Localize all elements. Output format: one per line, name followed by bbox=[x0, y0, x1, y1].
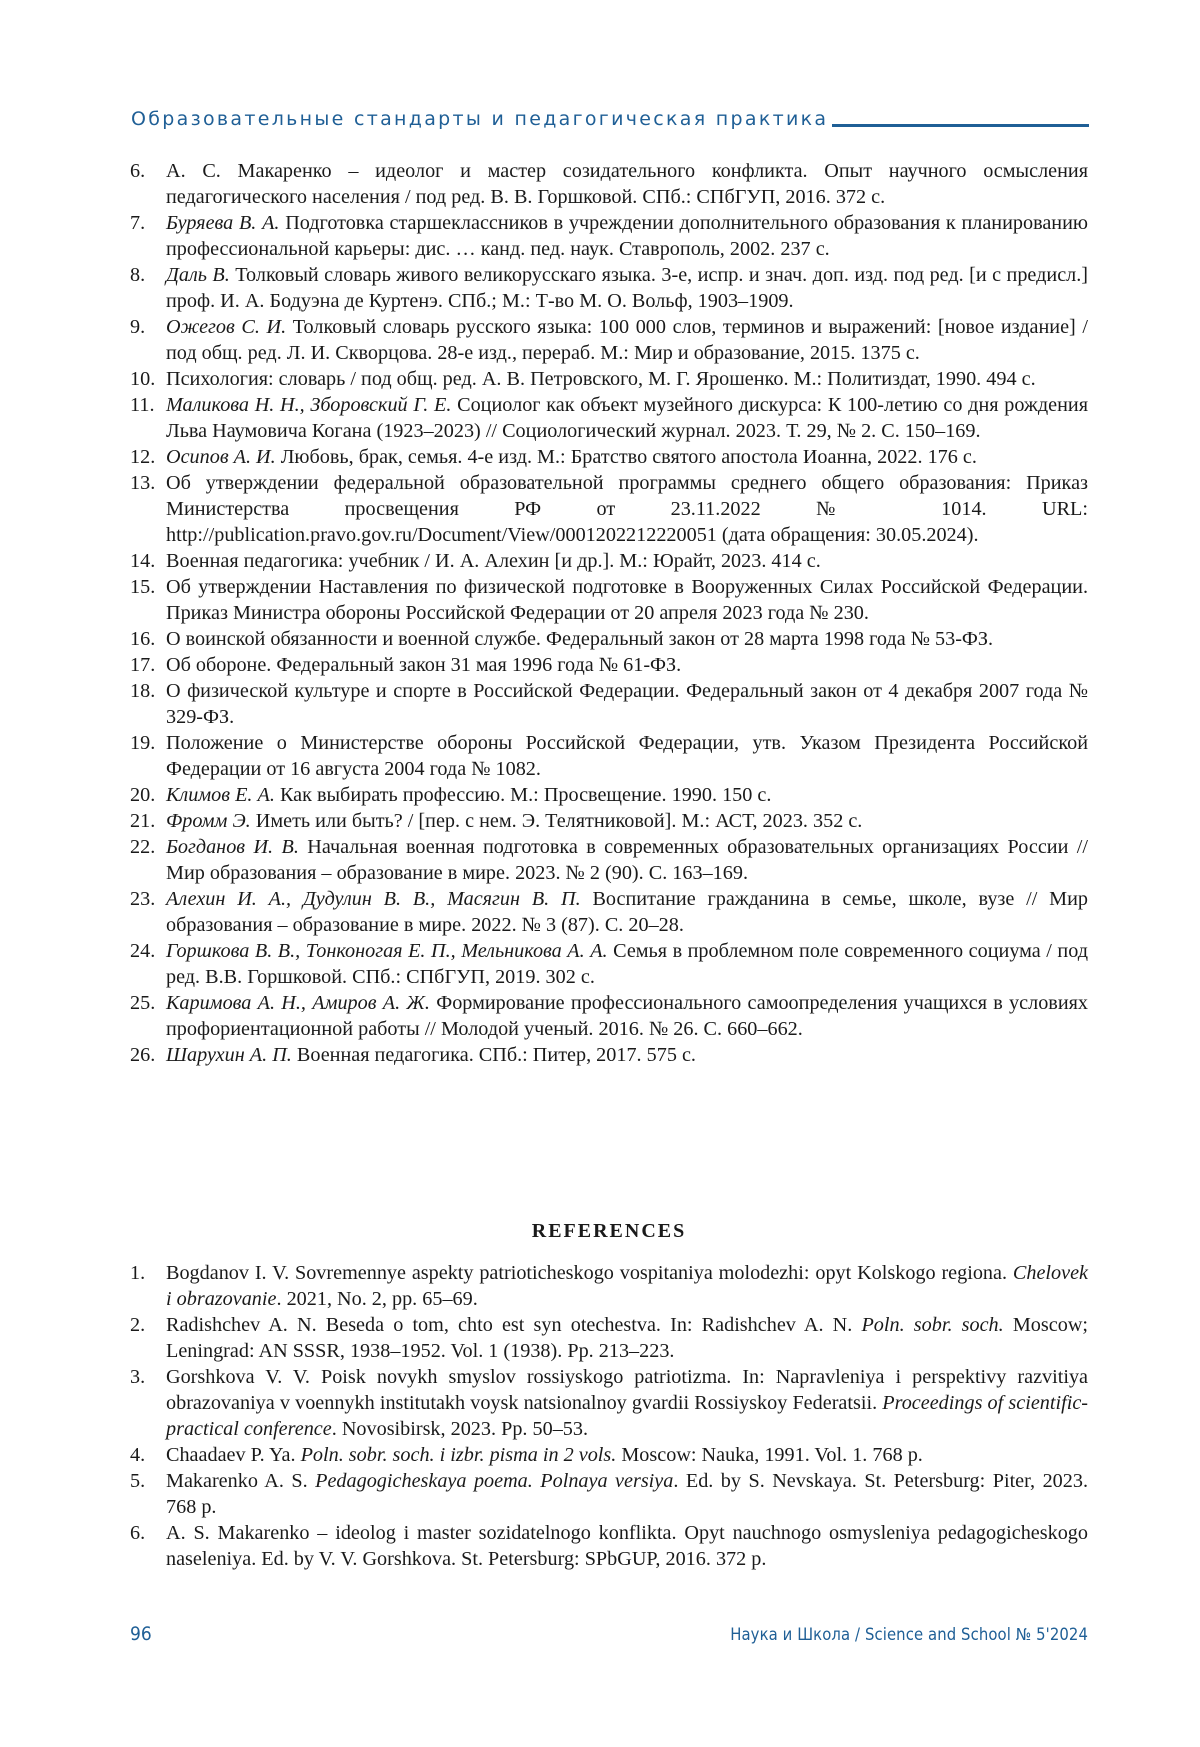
reference-item bbox=[130, 314, 1088, 366]
reference-author: Фромм Э. bbox=[166, 810, 251, 832]
reference-author: Богданов И. В. bbox=[166, 836, 299, 858]
reference-number: 25. bbox=[130, 992, 156, 1014]
reference-item bbox=[130, 730, 1088, 782]
reference-number: 18. bbox=[130, 680, 156, 702]
reference-text: Подготовка старшеклассников в учреждении дополнительного образования к планированию профессиональной карьеры: дис. … канд. пед. наук. Ставрополь, 2002. 237 с. bbox=[166, 212, 1088, 260]
reference-text: Об утверждении федеральной образовательной программы среднего общего образования: Приказ Министерства просвещения РФ от 23.11.2022 № 1014. URL: http://publication.pravo.gov.ru/Document/View/0001202212220051 (дата обращения: 30.05.2024). bbox=[166, 472, 1088, 546]
reference-number: 16. bbox=[130, 628, 156, 650]
reference-text: . Novosibirsk, 2023. Pp. 50–53. bbox=[331, 1418, 589, 1440]
reference-item bbox=[130, 1468, 1088, 1520]
reference-item bbox=[130, 392, 1088, 444]
reference-text: О физической культуре и спорте в Российской Федерации. Федеральный закон от 4 декабря 2007 года № 329-ФЗ. bbox=[166, 680, 1088, 728]
reference-author: Даль В. bbox=[166, 264, 230, 286]
reference-item bbox=[130, 1364, 1088, 1442]
reference-item bbox=[130, 1312, 1088, 1364]
reference-list-ru bbox=[130, 158, 1088, 1068]
reference-item bbox=[130, 886, 1088, 938]
reference-source-title: Proceedings of scientific-practical conference bbox=[166, 1392, 1088, 1440]
reference-text: Семья в проблемном поле современного социума / под ред. В.В. Горшковой. СПб.: СПбГУП, 2019. 302 с. bbox=[166, 940, 1089, 988]
reference-number: 20. bbox=[130, 784, 156, 806]
reference-author: Маликова Н. Н., Зборовский Г. Е. bbox=[166, 394, 452, 416]
reference-author: Ожегов С. И. bbox=[166, 316, 287, 338]
reference-text: Radishchev A. N. Beseda o tom, chto est syn otechestva. In: Radishchev A. N. bbox=[166, 1314, 853, 1336]
reference-number: 4. bbox=[130, 1444, 146, 1466]
reference-item bbox=[130, 548, 1088, 574]
reference-author: Шарухин А. П. bbox=[166, 1044, 292, 1066]
reference-number: 10. bbox=[130, 368, 156, 390]
reference-list-en bbox=[130, 1260, 1088, 1572]
reference-text: Об обороне. Федеральный закон 31 мая 1996 года № 61-ФЗ. bbox=[166, 654, 682, 676]
reference-number: 3. bbox=[130, 1366, 146, 1388]
reference-number: 9. bbox=[130, 316, 146, 338]
reference-number: 19. bbox=[130, 732, 156, 754]
reference-number: 11. bbox=[130, 394, 155, 416]
reference-number: 7. bbox=[130, 212, 146, 234]
reference-text: Как выбирать профессию. М.: Просвещение. 1990. 150 с. bbox=[279, 784, 772, 806]
reference-item bbox=[130, 782, 1088, 808]
running-head bbox=[131, 104, 1089, 130]
reference-text: Психология: словарь / под общ. ред. А. В. Петровского, М. Г. Ярошенко. М.: Политиздат, 1990. 494 с. bbox=[166, 368, 1036, 390]
reference-text: Moscow; Leningrad: AN SSSR, 1938–1952. Vol. 1 (1938). Pp. 213–223. bbox=[166, 1314, 1089, 1362]
reference-item bbox=[130, 1260, 1088, 1312]
reference-number: 6. bbox=[130, 1522, 146, 1544]
reference-text: Воспитание гражданина в семье, школе, вузе // Мир образования – образование в мире. 2022. № 3 (87). С. 20–28. bbox=[166, 888, 1089, 936]
reference-author: Каримова А. Н., Амиров А. Ж. bbox=[166, 992, 430, 1014]
reference-author: Алехин И. А., Дудулин В. В., Масягин В. П. bbox=[166, 888, 581, 910]
reference-text: Толковый словарь русского языка: 100 000 слов, терминов и выражений: [новое издание] / под общ. ред. Л. И. Скворцова. 28-е изд., перераб. М.: Мир и образование, 2015. 1375 с. bbox=[166, 316, 1088, 364]
reference-text: Об утверждении Наставления по физической подготовке в Вооруженных Силах Российской Федерации. Приказ Министра обороны Российской Федерации от 20 апреля 2023 года № 230. bbox=[166, 576, 1088, 624]
reference-author: Горшкова В. В., Тонконогая Е. П., Мельникова А. А. bbox=[166, 940, 608, 962]
reference-number: 1. bbox=[130, 1262, 146, 1284]
reference-text: . 2021, No. 2, pp. 65–69. bbox=[276, 1288, 478, 1310]
reference-author: Осипов А. И. bbox=[166, 446, 276, 468]
reference-text: Иметь или быть? / [пер. с нем. Э. Телятниковой]. М.: АСТ, 2023. 352 с. bbox=[255, 810, 863, 832]
reference-item bbox=[130, 808, 1088, 834]
footer-journal-title: Наука и Школа / Science and School № 5'2024 bbox=[730, 1625, 1088, 1644]
reference-number: 26. bbox=[130, 1044, 156, 1066]
reference-number: 2. bbox=[130, 1314, 146, 1336]
reference-item bbox=[130, 574, 1088, 626]
reference-text: А. С. Макаренко – идеолог и мастер созидательного конфликта. Опыт научного осмысления педагогического населения / под ред. В. В. Горшковой. СПб.: СПбГУП, 2016. 372 с. bbox=[166, 160, 1088, 208]
reference-author: Буряева В. А. bbox=[166, 212, 280, 234]
reference-number: 22. bbox=[130, 836, 156, 858]
reference-item bbox=[130, 1042, 1088, 1068]
reference-item bbox=[130, 1520, 1088, 1572]
reference-number: 24. bbox=[130, 940, 156, 962]
reference-item bbox=[130, 470, 1088, 548]
reference-number: 6. bbox=[130, 160, 146, 182]
reference-text: Makarenko A. S. bbox=[166, 1470, 308, 1492]
reference-text: Начальная военная подготовка в современных образовательных организациях России // Мир образования – образование в мире. 2023. № 2 (90). С. 163–169. bbox=[166, 836, 1089, 884]
reference-item bbox=[130, 158, 1088, 210]
reference-text: Формирование профессионального самоопределения учащихся в условиях профориентационной работы // Молодой ученый. 2016. № 26. С. 660–662. bbox=[166, 992, 1088, 1040]
reference-source-title: Pedagogicheskaya poema. Polnaya versiya bbox=[315, 1470, 674, 1492]
reference-item bbox=[130, 626, 1088, 652]
reference-number: 15. bbox=[130, 576, 156, 598]
reference-text: О воинской обязанности и военной службе. Федеральный закон от 28 марта 1998 года № 53-ФЗ. bbox=[166, 628, 994, 650]
reference-item bbox=[130, 990, 1088, 1042]
reference-item bbox=[130, 938, 1088, 990]
reference-text: Gorshkova V. V. Poisk novykh smyslov rossiyskogo patriotizma. In: Napravleniya i perspektivy razvitiya obrazovaniya v voennykh institutakh voysk natsionalnoy gvardii Rossiyskoy Federatsii. bbox=[166, 1366, 1088, 1414]
reference-item bbox=[130, 444, 1088, 470]
reference-item bbox=[130, 834, 1088, 886]
reference-text: Bogdanov I. V. Sovremennye aspekty patrioticheskogo vospitaniya molodezhi: opyt Kolskogo regiona. bbox=[166, 1262, 1008, 1284]
reference-item bbox=[130, 652, 1088, 678]
reference-number: 21. bbox=[130, 810, 156, 832]
reference-number: 13. bbox=[130, 472, 156, 494]
reference-source-title: Poln. sobr. soch. i izbr. pisma in 2 vols. bbox=[300, 1444, 617, 1466]
reference-source-title: Poln. sobr. soch. bbox=[861, 1314, 1004, 1336]
reference-number: 5. bbox=[130, 1470, 146, 1492]
reference-item bbox=[130, 1442, 1088, 1468]
reference-number: 8. bbox=[130, 264, 146, 286]
page-footer bbox=[130, 1623, 1088, 1647]
header-rule bbox=[832, 124, 1089, 127]
reference-number: 14. bbox=[130, 550, 156, 572]
reference-text: Положение о Министерстве обороны Российской Федерации, утв. Указом Президента Российской Федерации от 16 августа 2004 года № 1082. bbox=[166, 732, 1088, 780]
reference-text: Любовь, брак, семья. 4-е изд. М.: Братство святого апостола Иоанна, 2022. 176 с. bbox=[280, 446, 977, 468]
reference-item bbox=[130, 678, 1088, 730]
reference-text: Военная педагогика: учебник / И. А. Алехин [и др.]. М.: Юрайт, 2023. 414 с. bbox=[166, 550, 821, 572]
reference-number: 23. bbox=[130, 888, 156, 910]
reference-text: A. S. Makarenko – ideolog i master sozidatelnogo konflikta. Opyt nauchnogo osmysleniya pedagogicheskogo naseleniya. Ed. by V. V. Gorshkova. St. Petersburg: SPbGUP, 2016. 372 p. bbox=[166, 1522, 1088, 1570]
reference-item bbox=[130, 262, 1088, 314]
reference-item bbox=[130, 366, 1088, 392]
page-number: 96 bbox=[130, 1623, 152, 1645]
reference-source-title: Chelovek i obrazovanie bbox=[166, 1262, 1089, 1310]
reference-text: Военная педагогика. СПб.: Питер, 2017. 575 с. bbox=[296, 1044, 696, 1066]
reference-text: Chaadaev P. Ya. bbox=[166, 1444, 296, 1466]
reference-text: Социолог как объект музейного дискурса: К 100-летию со дня рождения Льва Наумовича Когана (1923–2023) // Социологический журнал. 2023. Т. 29, № 2. С. 150–169. bbox=[166, 394, 1088, 442]
reference-text: Moscow: Nauka, 1991. Vol. 1. 768 p. bbox=[621, 1444, 923, 1466]
journal-section-title: Образовательные стандарты и педагогическая практика bbox=[131, 108, 829, 130]
references-heading: REFERENCES bbox=[531, 1220, 687, 1242]
reference-text: Толковый словарь живого великорусскаго языка. 3-е, испр. и знач. доп. изд. под ред. [и с предисл.] проф. И. А. Бодуэна де Куртенэ. СПб.; М.: Т-во М. О. Вольф, 1903–1909. bbox=[166, 264, 1089, 312]
reference-number: 17. bbox=[130, 654, 156, 676]
reference-number: 12. bbox=[130, 446, 156, 468]
reference-text: . Ed. by S. Nevskaya. St. Petersburg: Piter, 2023. 768 p. bbox=[166, 1470, 1088, 1518]
reference-author: Климов Е. А. bbox=[166, 784, 275, 806]
reference-item bbox=[130, 210, 1088, 262]
